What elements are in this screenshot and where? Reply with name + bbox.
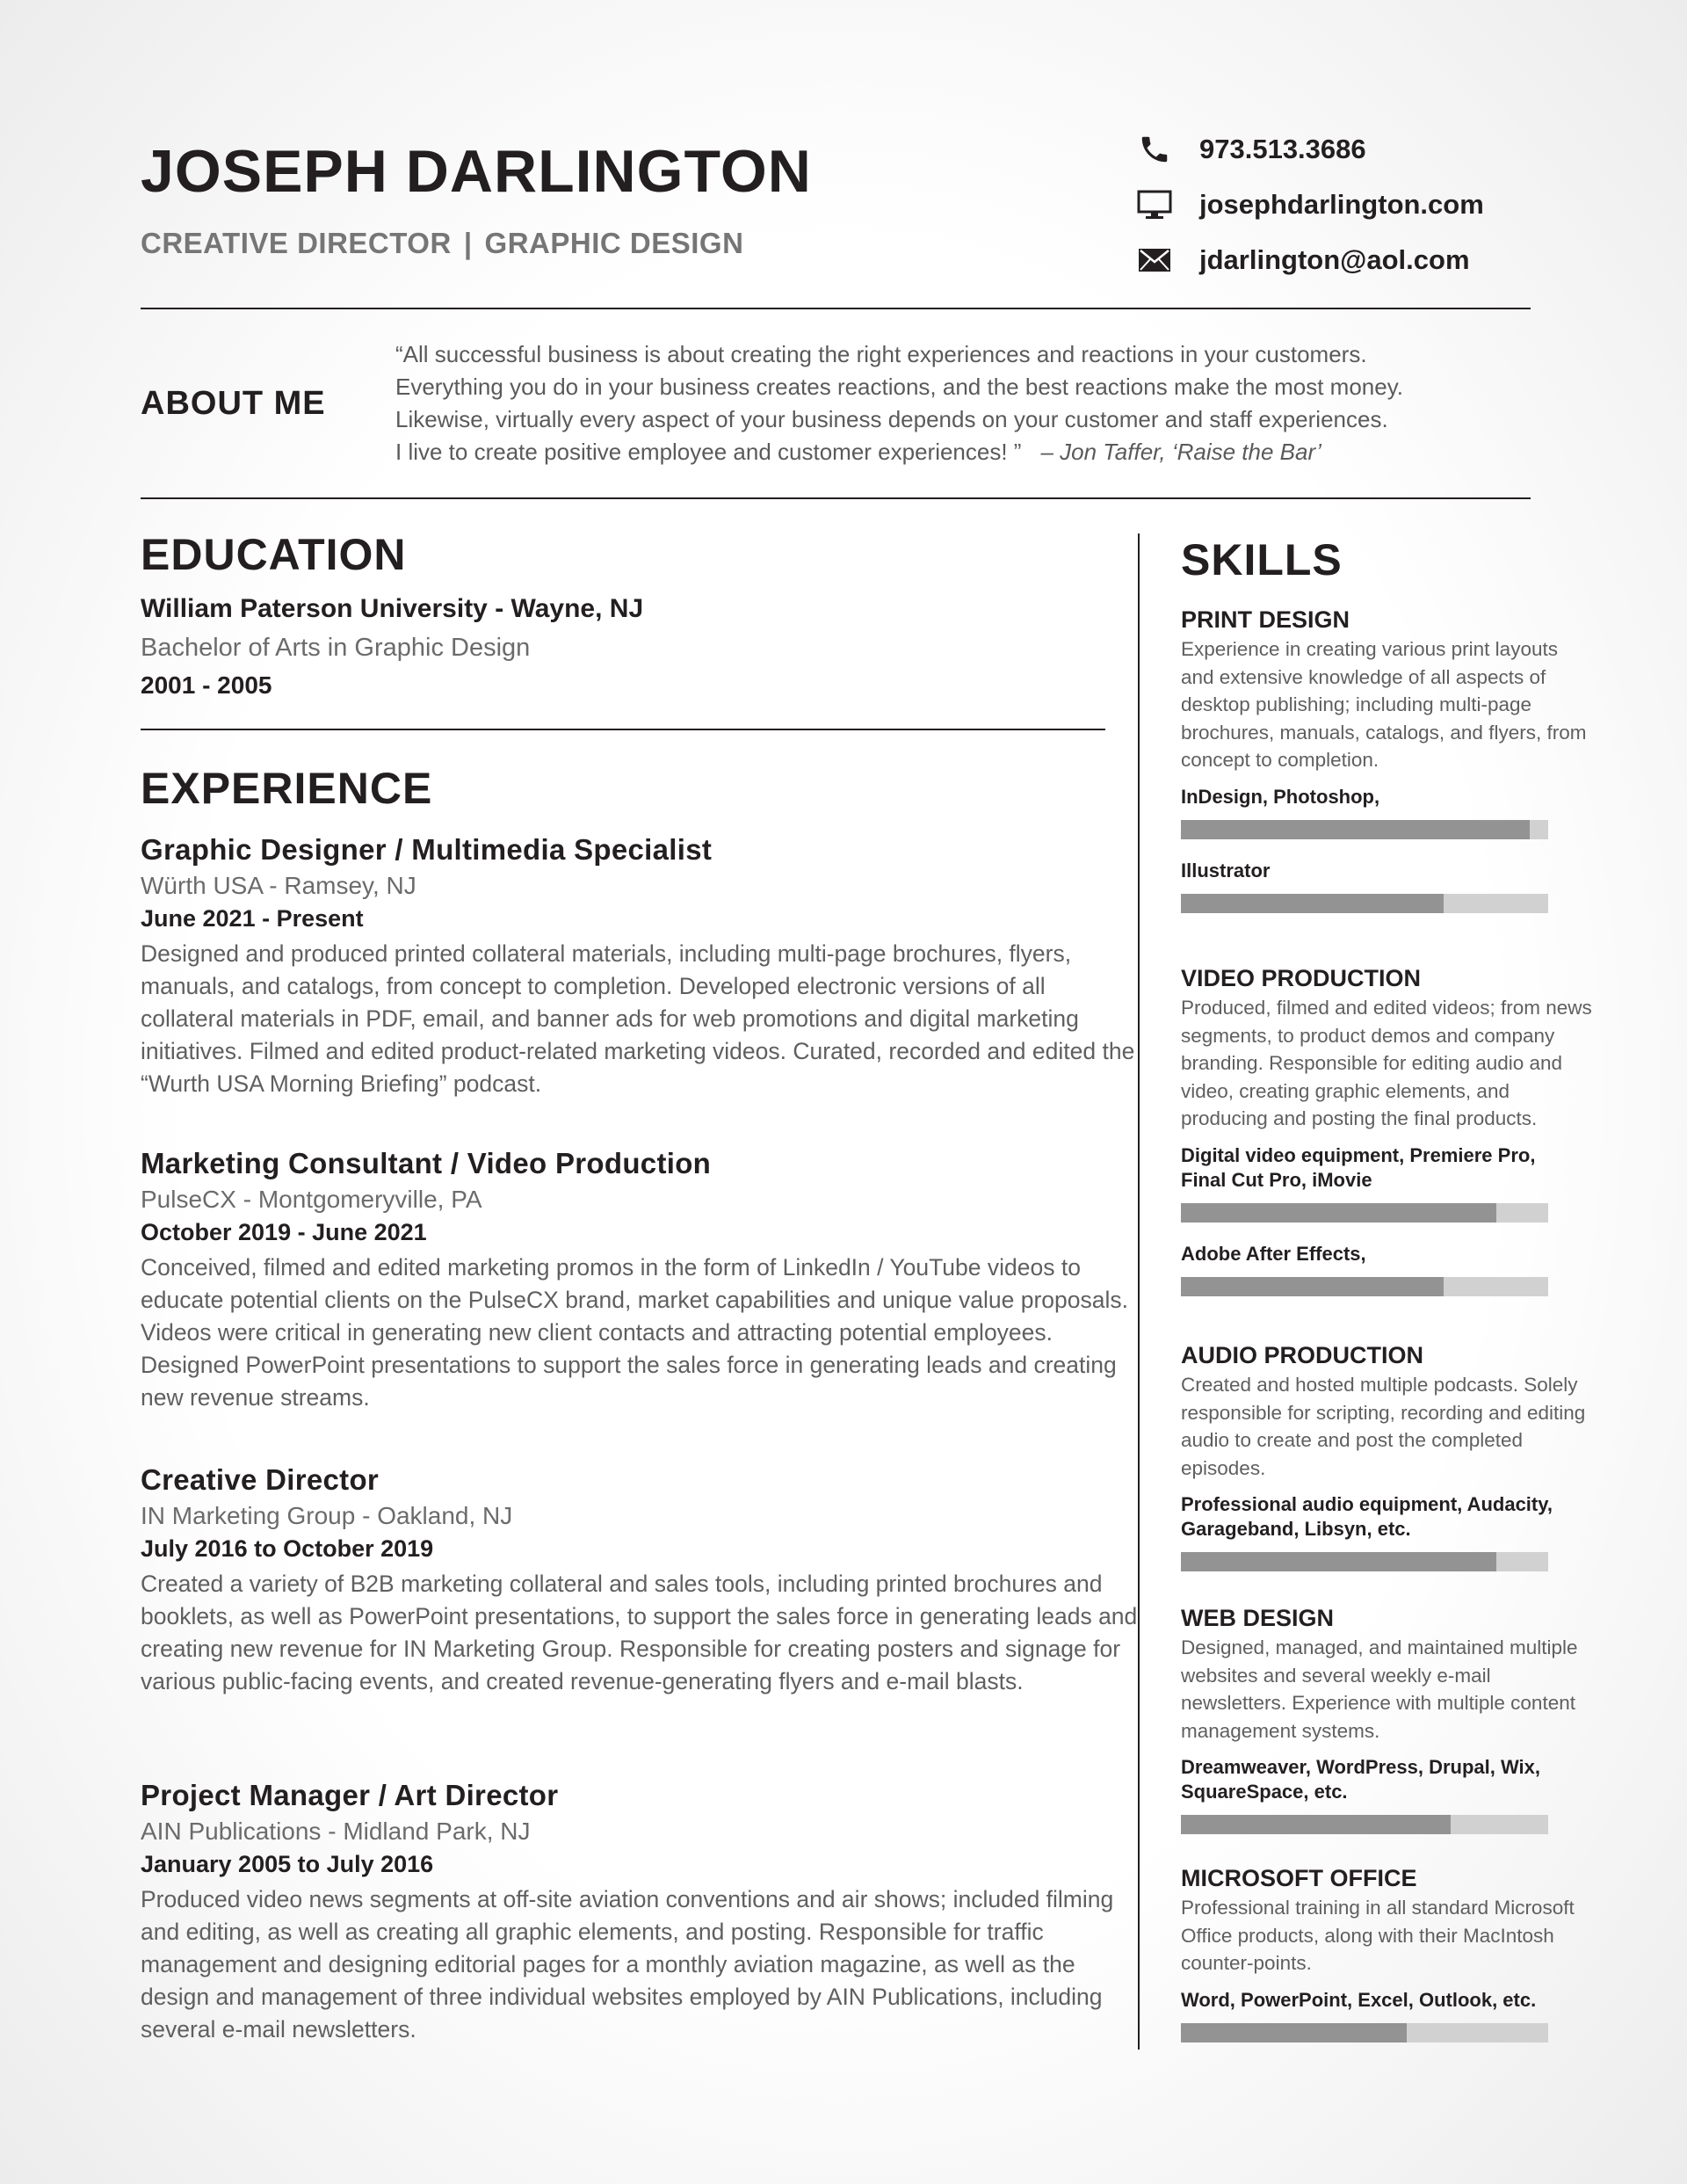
job-description: Produced video news segments at off-site aviation conventions and air shows; included filming and editing, as well as creating all graphic elements, and posting. Responsible for traffic management and designing editorial pages for a monthly aviation magazine, as well as the design and management of three individual websites employed by AIN Publications, including several e-mail newsletters. [141, 1886, 1114, 2043]
education-degree: Bachelor of Arts in Graphic Design [141, 634, 531, 662]
skill-description: Experience in creating various print layouts and extensive knowledge of all aspects of desktop publishing; including multi-page brochures, manuals, catalogs, and flyers, from concept to completion. [1181, 638, 1587, 771]
skill-level-fill [1181, 1552, 1496, 1571]
skill-description: Professional training in all standard Microsoft Office products, along with their MacIntosh counter-points. [1181, 1897, 1575, 1974]
skill-title: MICROSOFT OFFICE [1181, 1865, 1417, 1891]
about-divider [141, 497, 1531, 499]
skill-level-bar [1181, 1277, 1548, 1296]
skill-level-bar [1181, 1815, 1548, 1834]
skill-level-fill [1181, 1815, 1451, 1834]
job-company: IN Marketing Group - Oakland, NJ [141, 1502, 513, 1529]
skill-tool-label: Professional audio equipment, Audacity, Garageband, Libsyn, etc. [1181, 1493, 1553, 1540]
skill-level-fill [1181, 820, 1530, 839]
skill-level-fill [1181, 1203, 1496, 1223]
contact-phone [1136, 130, 1366, 169]
job-title: Marketing Consultant / Video Production [141, 1147, 712, 1179]
skill-title: WEB DESIGN [1181, 1605, 1335, 1631]
skill-title: AUDIO PRODUCTION [1181, 1342, 1423, 1368]
job-company: Würth USA - Ramsey, NJ [141, 872, 416, 899]
title-separator: | [463, 227, 473, 259]
experience-entry [141, 1463, 1138, 1698]
website-url[interactable]: josephdarlington.com [1199, 189, 1484, 220]
job-dates: June 2021 - Present [141, 905, 364, 932]
skill-tool-label: Illustrator [1181, 859, 1271, 882]
skill-level-bar [1181, 2023, 1548, 2043]
envelope-icon [1136, 242, 1173, 279]
candidate-name: JOSEPH DARLINGTON [141, 138, 812, 205]
phone-icon [1136, 131, 1173, 168]
title-creative-director: CREATIVE DIRECTOR [141, 227, 452, 259]
skill-level-fill [1181, 1277, 1444, 1296]
skill-level-bar [1181, 894, 1548, 913]
skill-tool-label: Adobe After Effects, [1181, 1242, 1366, 1265]
quote-line: Likewise, virtually every aspect of your business depends on your customer and staff experiences. [395, 406, 1388, 432]
contact-email [1136, 241, 1470, 279]
skill-tool-label: Word, PowerPoint, Excel, Outlook, etc. [1181, 1988, 1537, 2011]
skill-tool-label: InDesign, Photoshop, [1181, 785, 1380, 808]
skill-group-print-design [1181, 606, 1585, 913]
skill-level-bar [1181, 820, 1548, 839]
quote-line: Everything you do in your business creates reactions, and the best reactions make the most money. [395, 374, 1404, 400]
skill-title: VIDEO PRODUCTION [1181, 965, 1422, 991]
job-company: PulseCX - Montgomeryville, PA [141, 1186, 482, 1213]
skill-description: Designed, managed, and maintained multiple websites and several weekly e-mail newsletters. Experience with multiple content management systems. [1181, 1636, 1578, 1742]
skill-description: Created and hosted multiple podcasts. Solely responsible for scripting, recording and editing audio to create and post the completed episodes. [1181, 1374, 1586, 1479]
monitor-icon [1136, 186, 1173, 223]
job-dates: July 2016 to October 2019 [141, 1535, 434, 1562]
job-description: Designed and produced printed collateral materials, including multi-page brochures, flyers, manuals, and catalogs, from concept to completion. Developed electronic versions of all collateral materials in PDF, email, and banner ads for web promotions and digital marketing initiatives. Filmed and edited product-related marketing videos. Curated, recorded and edited the “Wurth USA Morning Briefing” podcast. [141, 940, 1135, 1097]
job-title: Graphic Designer / Multimedia Specialist [141, 833, 713, 866]
quote-line: I live to create positive employee and customer experiences! ” [395, 439, 1022, 465]
skills-heading: SKILLS [1181, 535, 1343, 584]
job-title: Project Manager / Art Director [141, 1779, 559, 1811]
job-title: Creative Director [141, 1463, 380, 1496]
education-school: William Paterson University - Wayne, NJ [141, 594, 644, 623]
skill-title: PRINT DESIGN [1181, 606, 1350, 633]
about-heading: ABOUT ME [141, 385, 326, 422]
skill-tool-label: Dreamweaver, WordPress, Drupal, Wix, SquareSpace, etc. [1181, 1756, 1541, 1803]
job-description: Conceived, filmed and edited marketing promos in the form of LinkedIn / YouTube videos to educate potential clients on the PulseCX brand, market capabilities and unique value proposals. Videos were critical in generating new client contacts and attracting potential employees. Designed PowerPoint presentations to support the sales force in generating leads and creating new revenue streams. [141, 1254, 1129, 1411]
quote-attribution: – Jon Taffer, ‘Raise the Bar’ [1040, 439, 1321, 465]
skill-level-bar [1181, 1203, 1548, 1223]
skill-group-video-production [1181, 965, 1592, 1296]
skill-tool-label: Digital video equipment, Premiere Pro, Final Cut Pro, iMovie [1181, 1143, 1536, 1191]
skill-level-bar [1181, 1552, 1548, 1571]
header-divider [141, 308, 1531, 309]
candidate-title [141, 227, 743, 260]
phone-number: 973.513.3686 [1199, 134, 1366, 164]
contact-website [1136, 185, 1484, 224]
education-heading: EDUCATION [141, 530, 407, 579]
job-description: Created a variety of B2B marketing collateral and sales tools, including printed brochures and booklets, as well as PowerPoint presentations, to support the sales force in generating leads and creating new revenue for IN Marketing Group. Responsible for creating posters and signage for various public-facing events, and created revenue-generating flyers and e-mail blasts. [141, 1571, 1138, 1694]
about-quote [395, 338, 1538, 468]
skill-group-web-design [1181, 1605, 1585, 1834]
title-graphic-design: GRAPHIC DESIGN [484, 227, 744, 259]
job-company: AIN Publications - Midland Park, NJ [141, 1818, 531, 1845]
skill-level-fill [1181, 2023, 1407, 2043]
skill-level-fill [1181, 894, 1444, 913]
experience-entry [141, 1779, 1114, 2046]
education-divider [141, 729, 1105, 730]
job-dates: January 2005 to July 2016 [141, 1851, 434, 1877]
skill-group-microsoft-office [1181, 1865, 1585, 2043]
experience-entry [141, 833, 1135, 1100]
skill-description: Produced, filmed and edited videos; from news segments, to product demos and company branding. Responsible for editing audio and video, creating graphic elements, and producing and posting the final products. [1181, 997, 1592, 1129]
email-address[interactable]: jdarlington@aol.com [1199, 244, 1470, 275]
skill-group-audio-production [1181, 1342, 1585, 1571]
job-dates: October 2019 - June 2021 [141, 1219, 427, 1245]
education-years: 2001 - 2005 [141, 671, 272, 699]
experience-entry [141, 1147, 1129, 1414]
experience-heading: EXPERIENCE [141, 764, 433, 813]
quote-line: “All successful business is about creating the right experiences and reactions in your customers. [395, 341, 1367, 367]
